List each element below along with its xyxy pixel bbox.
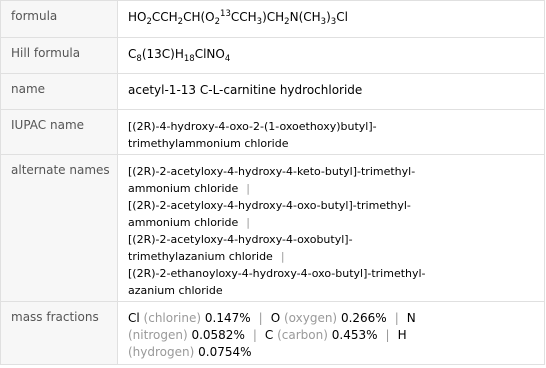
formula-value: $HO_2CCH_2CH(O_2^{13}CCH_3)CH_2N(CH_3)_3Cl$ [118, 1, 545, 38]
alt-name-3a: [(2R)-2-acetyloxy-4-hydroxy-4-oxobutyl]- [128, 233, 353, 246]
mass-fractions-label: mass fractions [1, 302, 118, 365]
alt-name-1a: [(2R)-2-acetyloxy-4-hydroxy-4-keto-butyl]-trimethyl- [128, 165, 416, 178]
iupac-row [1, 110, 545, 155]
iupac-label: IUPAC name [1, 110, 118, 155]
formula-label: formula [1, 1, 118, 38]
alt-name-4b: azanium chloride [128, 284, 223, 297]
alt-name-1b: ammonium chloride [128, 182, 239, 195]
hill-formula-value: $C_8(13C)H_{18}ClNO_4$ [118, 38, 545, 74]
name-row [1, 74, 545, 110]
name-value: acetyl-1-13 C-L-carnitine hydrochloride [118, 74, 545, 110]
alt-name-2b: ammonium chloride [128, 216, 239, 229]
hill-formula-row [1, 38, 545, 74]
name-label: name [1, 74, 118, 110]
iupac-value: [(2R)-4-hydroxy-4-oxo-2-(1-oxoethoxy)butyl]- trimethylammonium chloride [118, 110, 545, 155]
alt-name-2a: [(2R)-2-acetyloxy-4-hydroxy-4-oxo-butyl]-trimethyl- [128, 199, 411, 212]
mass-fractions-value: Cl (chlorine) 0.147% | O (oxygen) 0.266% | N (nitrogen) 0.0582% | C (carbon) 0.453% | H (hydrogen) 0.0754% [118, 302, 545, 365]
alternate-names-label: alternate names [1, 155, 118, 302]
mass-fractions-row [1, 302, 545, 365]
alternate-names-row [1, 155, 545, 302]
alt-name-3b: trimethylazanium chloride [128, 250, 273, 263]
alternate-names-value: [(2R)-2-acetyloxy-4-hydroxy-4-keto-butyl]-trimethyl- ammonium chloride | [(2R)-2-acetyloxy-4-hydroxy-4-oxo-butyl]-trimethyl- ammonium chloride | [(2R)-2-acetyloxy-4-hydroxy-4-oxobutyl]- trimethylazanium chloride | [(2R)-2-ethanoyloxy-4-hydroxy-4-oxo-butyl]-trimethyl- azanium chloride [118, 155, 545, 302]
alt-name-4a: [(2R)-2-ethanoyloxy-4-hydroxy-4-oxo-butyl]-trimethyl- [128, 267, 426, 280]
formula-row [1, 1, 545, 38]
hill-formula-label: Hill formula [1, 38, 118, 74]
